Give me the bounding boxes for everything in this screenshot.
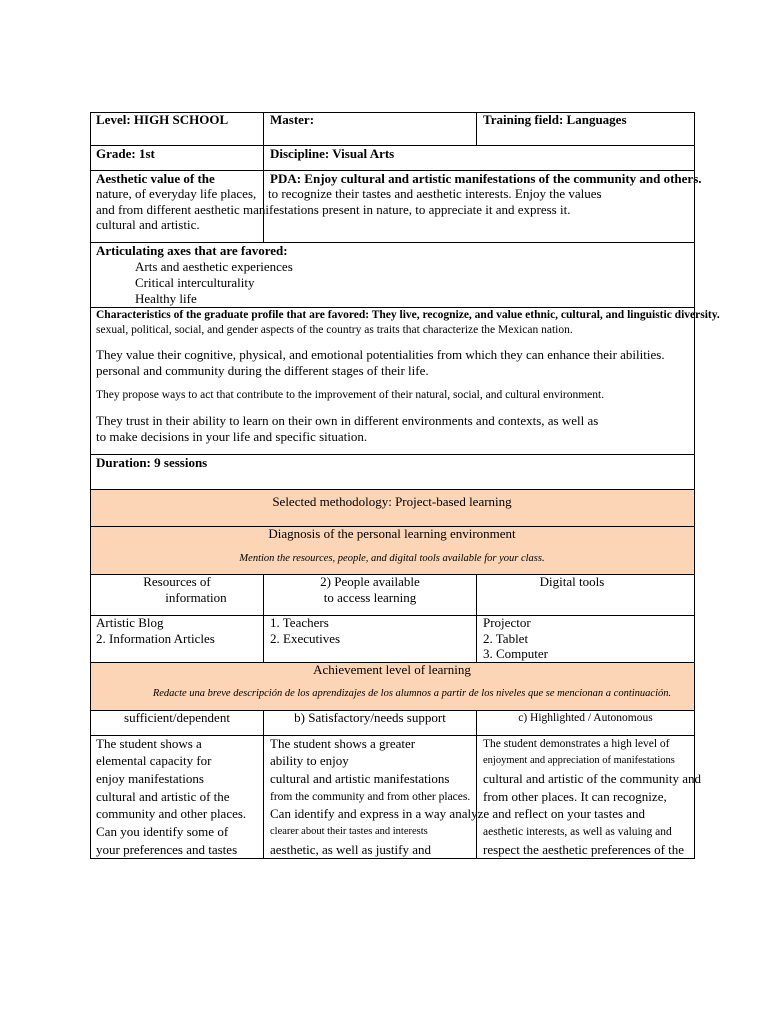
aesthetic-text: cultural and artistic. (96, 217, 200, 232)
level-header: sufficient/dependent (124, 710, 230, 725)
list-item: 2. Information Articles (96, 631, 215, 646)
level-text: aesthetic interests, as well as valuing and (483, 826, 672, 838)
level-text: cultural and artistic manifestations (270, 771, 450, 786)
profile-text: They propose ways to act that contribute to the improvement of their natural, social, and cultural environment. (96, 389, 605, 401)
axes-item: Critical interculturality (120, 275, 255, 292)
rule (90, 489, 695, 490)
level-text: cultural and artistic of the community and (483, 771, 702, 786)
rule (263, 710, 264, 858)
rule (90, 858, 695, 859)
level-header: b) Satisfactory/needs support (294, 710, 446, 725)
diagnosis-title: Diagnosis of the personal learning environment (268, 526, 516, 541)
axes-item: Arts and aesthetic experiences (120, 259, 293, 276)
methodology-title: Selected methodology: Project-based learning (272, 494, 512, 509)
level-text: clearer about their tastes and interests (270, 826, 428, 837)
checkbox-icon (120, 279, 127, 289)
list-item: Projector (483, 615, 531, 630)
level-text: your preferences and tastes (96, 842, 238, 857)
rule (694, 112, 695, 859)
level-text: community and other places. (96, 806, 247, 821)
list-item: 1. Teachers (270, 615, 329, 630)
profile-text: personal and community during the different stages of their life. (96, 363, 429, 378)
level-text: cultural and artistic of the (96, 789, 230, 804)
achievement-title: Achievement level of learning (313, 662, 471, 677)
aesthetic-label: Aesthetic value of the (96, 171, 215, 186)
achievement-note: Redacte una breve descripción de los aprendizajes de los alumnos a partir de los niveles que se mencionan a continuación. (152, 688, 672, 699)
level-text: Can identify and express in a way analyze and reflect on your tastes and (270, 806, 646, 821)
level-text: from other places. It can recognize, (483, 789, 667, 804)
aesthetic-text: and from different aesthetic manifestations present in nature, to appreciate it and express it. (96, 202, 571, 217)
axes-item: Healthy life (120, 291, 197, 308)
profile-title: Characteristics of the graduate profile that are favored: They live, recognize, and value ethnic, cultural, and linguistic diversity. (96, 309, 720, 321)
level-text: The student shows a greater (270, 736, 416, 751)
level-text: elemental capacity for (96, 753, 212, 768)
resources-header: Resources of (143, 574, 211, 589)
level-text: enjoy manifestations (96, 771, 204, 786)
list-item: 2. Executives (270, 631, 341, 646)
level-text: ability to enjoy (270, 753, 349, 768)
profile-text: They trust in their ability to learn on their own in different environments and contexts, as well as (96, 413, 599, 428)
people-header: 2) People available (320, 574, 420, 589)
list-item: Artistic Blog (96, 615, 164, 630)
axes-title: Articulating axes that are favored: (96, 243, 288, 258)
master-label: Master: (270, 112, 315, 127)
profile-text: to make decisions in your life and specific situation. (96, 429, 368, 444)
rule (263, 112, 264, 242)
training-field-label: Training field: Languages (483, 112, 627, 127)
aesthetic-text: nature, of everyday life places, (96, 186, 257, 201)
resources-header: information (165, 590, 227, 605)
rule (476, 710, 477, 858)
checkbox-icon (120, 295, 127, 305)
digital-tools-header: Digital tools (539, 574, 605, 589)
rule (476, 112, 477, 145)
level-text: enjoyment and appreciation of manifestations (483, 755, 675, 766)
pda-text: PDA: Enjoy cultural and artistic manifestations of the community and others. (270, 171, 702, 186)
level-text: aesthetic, as well as justify and (270, 842, 432, 857)
list-item: 3. Computer (483, 646, 548, 661)
duration-label: Duration: 9 sessions (96, 455, 208, 470)
level-label: Level: HIGH SCHOOL (96, 112, 229, 127)
diagnosis-note: Mention the resources, people, and digital tools available for your class. (239, 553, 545, 564)
aesthetic-text: to recognize their tastes and aesthetic interests. Enjoy the values (268, 186, 602, 201)
rule (90, 615, 695, 616)
level-text: respect the aesthetic preferences of the (483, 842, 685, 857)
profile-text: sexual, political, social, and gender aspects of the country as traits that characterize the Mexican nation. (96, 324, 573, 336)
level-text: from the community and from other places. (270, 791, 471, 803)
rule (90, 112, 91, 859)
list-item: 2. Tablet (483, 631, 529, 646)
level-text: The student shows a (96, 736, 202, 751)
level-text: The student demonstrates a high level of (483, 738, 670, 750)
grade-label: Grade: 1st (96, 146, 155, 161)
people-header: to access learning (323, 590, 417, 605)
checkbox-icon (120, 263, 127, 273)
profile-text: They value their cognitive, physical, and emotional potentialities from which they can enhance their abilities. (96, 347, 665, 362)
level-header: c) Highlighted / Autonomous (518, 712, 653, 724)
level-text: Can you identify some of (96, 824, 229, 839)
discipline-label: Discipline: Visual Arts (270, 146, 395, 161)
